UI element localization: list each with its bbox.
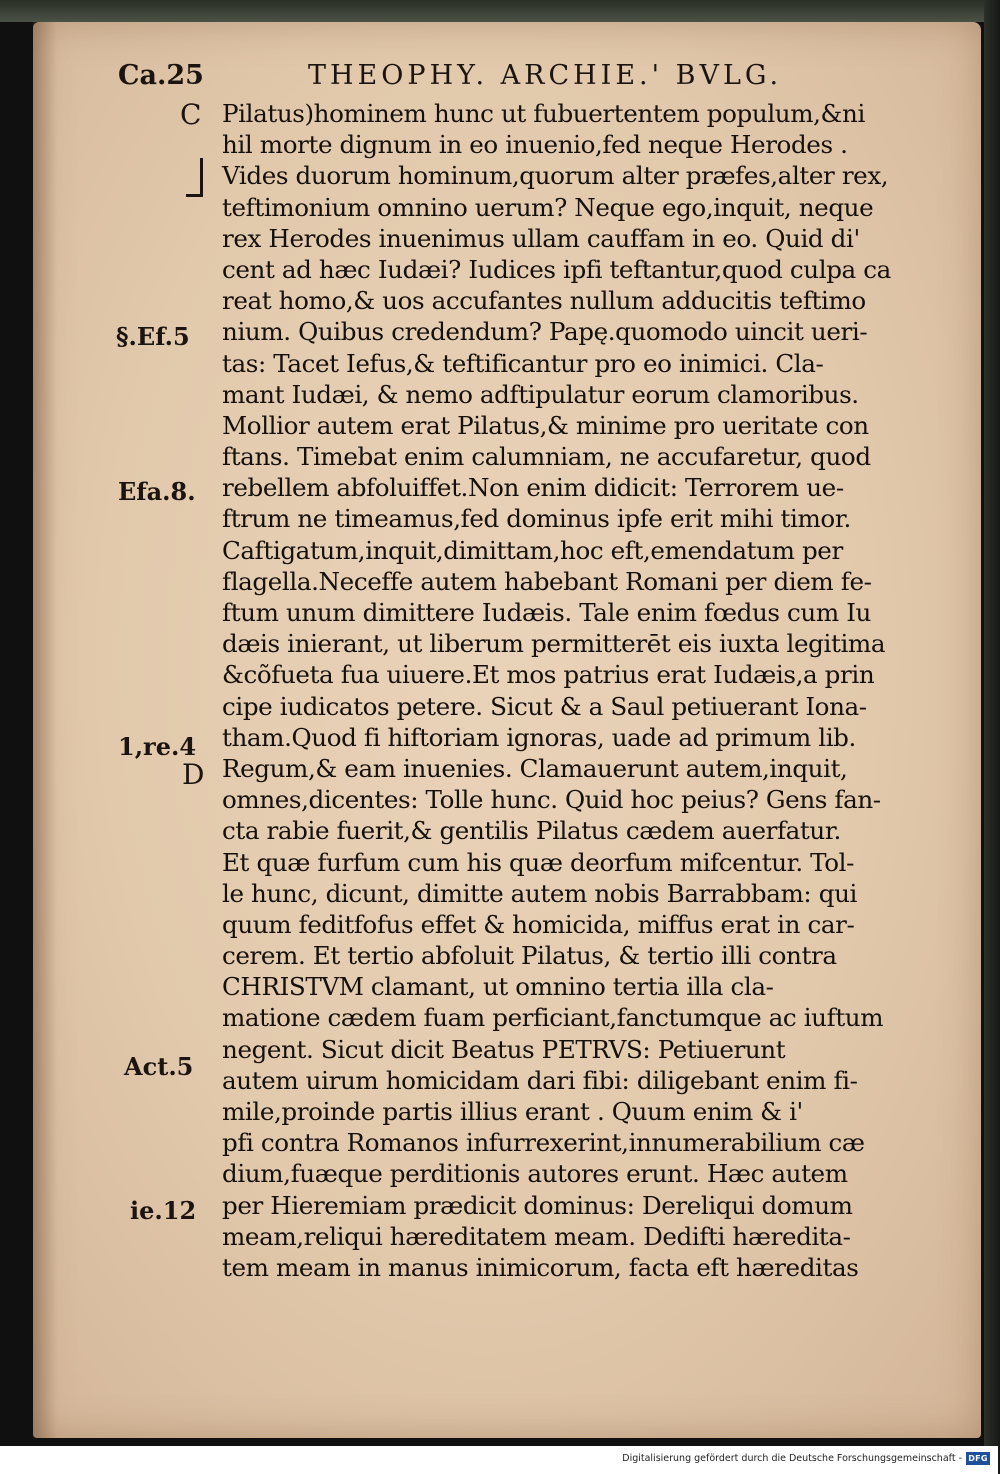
bracket-mark <box>186 158 203 197</box>
text-line: quum feditfofus effet & homicida, miffus erat in car- <box>222 909 855 939</box>
text-line: mile,proinde partis illius erant . Quum enim & i' <box>222 1097 803 1126</box>
text-line: negent. Sicut dicit Beatus PETRVS: Petiuerunt <box>222 1034 786 1064</box>
text-line: cta rabie fuerit,& gentilis Pilatus cædem auerfatur. <box>222 816 841 846</box>
text-line: tem meam in manus inimicorum, facta eft hæreditas <box>222 1252 859 1282</box>
text-line: tham.Quod fi hiftoriam ignoras, uade ad primum lib. <box>222 722 856 752</box>
text-line: hil morte dignum in eo inuenio,fed neque Herodes . <box>222 130 848 160</box>
text-line: ftum unum dimittere Iudæis. Tale enim fœdus cum Iu <box>222 598 871 627</box>
margin-ref-act: Act.5 <box>124 1052 194 1081</box>
text-line: matione cædem fuam perficiant,fanctumque ac iuftum <box>222 1003 884 1033</box>
margin-ref-esa: Efa.8. <box>118 477 196 506</box>
text-line: dium,fuæque perditionis autores erunt. Hæc autem <box>222 1159 848 1189</box>
text-line: Caftigatum,inquit,dimittam,hoc eft,emendatum per <box>222 535 843 565</box>
text-line: nium. Quibus credendum? Papę.quomodo uincit ueri- <box>222 317 868 347</box>
text-line: dæis inierant, ut liberum permitterēt eis iuxta legitima <box>222 629 886 659</box>
margin-ref-ie: ie.12 <box>130 1196 197 1225</box>
text-line: Vides duorum hominum,quorum alter præfes,alter rex, <box>222 161 889 191</box>
text-line: &cõfueta fua uiuere.Et mos patrius erat Iudæis,a prin <box>222 660 875 690</box>
margin-ref-es: §.Ef.5 <box>116 322 190 351</box>
book-edge-top <box>0 0 1000 22</box>
text-line: autem uirum homicidam dari fibi: diligebant enim fi- <box>222 1065 858 1095</box>
running-title: THEOPHY. ARCHIE.' BVLG. <box>308 60 783 91</box>
text-line: ftrum ne timeamus,fed dominus ipfe erit mihi timor. <box>222 504 851 534</box>
section-marker-c: C <box>180 98 202 131</box>
text-line: pfi contra Romanos infurrexerint,innumerabilium cæ <box>222 1128 865 1158</box>
text-line: ftans. Timebat enim calumniam, ne accufaretur, quod <box>222 442 871 472</box>
text-line: cerem. Et tertio abfoluit Pilatus, & tertio illi contra <box>222 941 837 971</box>
footer-bar <box>0 1446 998 1474</box>
text-line: omnes,dicentes: Tolle hunc. Quid hoc peius? Gens fan- <box>222 785 881 815</box>
text-line: cipe iudicatos petere. Sicut & a Saul petiuerant Iona- <box>222 691 867 721</box>
text-line: Et quæ furfum cum his quæ deorfum mifcentur. Tol- <box>222 847 855 877</box>
text-line: rebellem abfoluiffet.Non enim didicit: Terrorem ue- <box>222 473 844 503</box>
text-line: teftimonium omnino uerum? Neque ego,inquit, neque <box>222 192 874 222</box>
text-line: meam,reliqui hæreditatem meam. Dedifti hæredita- <box>222 1221 851 1251</box>
text-line: le hunc, dicunt, dimitte autem nobis Barrabbam: qui <box>222 878 857 908</box>
section-marker-d: D <box>182 758 205 791</box>
gutter-shadow <box>33 22 57 1438</box>
text-line: Regum,& eam inuenies. Clamauerunt autem,inquit, <box>222 753 848 783</box>
text-line: rex Herodes inuenimus ullam cauffam in eo. Quid di' <box>222 223 860 253</box>
body-text <box>222 98 922 1283</box>
text-line: tas: Tacet Iefus,& teftificantur pro eo inimici. Cla- <box>222 348 824 378</box>
text-line: Pilatus)hominem hunc ut fubuertentem populum,&ni <box>222 99 865 128</box>
text-line: CHRISTVM clamant, ut omnino tertia illa cla- <box>222 972 774 1002</box>
chapter-label: Ca.25 <box>118 60 204 91</box>
text-line: per Hieremiam prædicit dominus: Dereliqui domum <box>222 1190 853 1220</box>
text-line: Mollior autem erat Pilatus,& minime pro ueritate con <box>222 410 869 440</box>
text-line: mant Iudæi, & nemo adftipulatur eorum clamoribus. <box>222 379 859 409</box>
text-line: cent ad hæc Iudæi? Iudices ipfi teftantur,quod culpa ca <box>222 254 891 284</box>
dfg-logo: DFG <box>966 1452 990 1465</box>
margin-ref-re: 1,re.4 <box>118 732 197 761</box>
funding-credit: Digitalisierung gefördert durch die Deutsche Forschungsgemeinschaft - <box>622 1453 962 1464</box>
page-header <box>118 60 938 100</box>
text-line: reat homo,& uos accufantes nullum adducitis teftimo <box>222 286 866 316</box>
text-line: flagella.Neceffe autem habebant Romani per diem fe- <box>222 566 872 596</box>
book-edge-right <box>984 0 1000 1474</box>
